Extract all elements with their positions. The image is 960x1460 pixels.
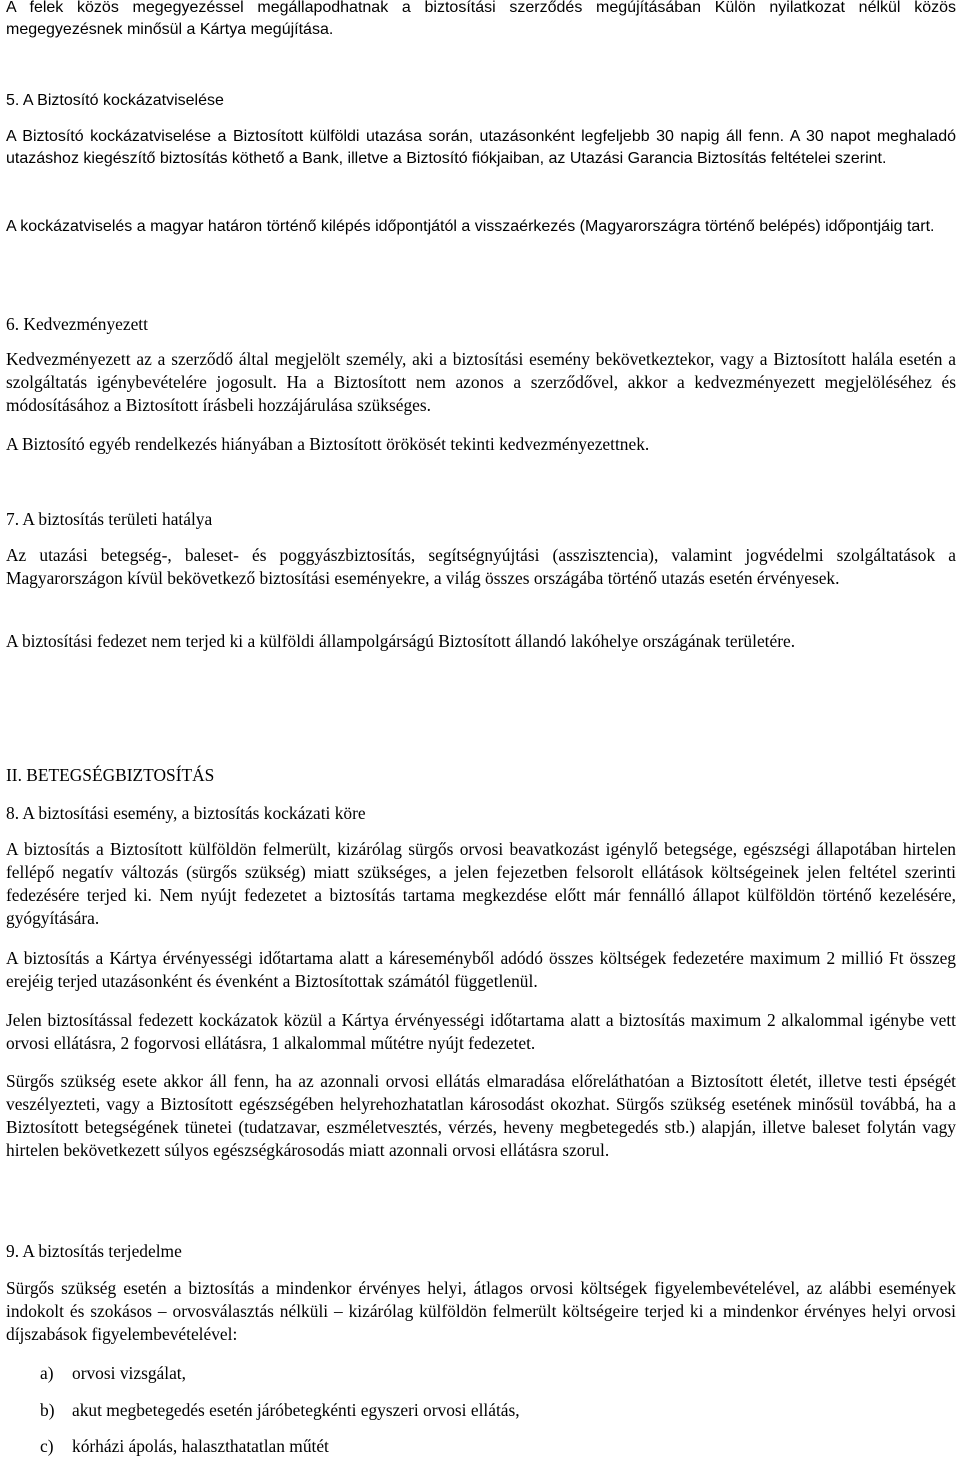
section-8-paragraph-2: A biztosítás a Kártya érvényességi időtartama alatt a káreseményből adódó összes költségek fedezetére maximum 2 millió Ft összeg erejéig terjed utazásonként és évenként a Biztosítottak számától függetlenül.	[6, 948, 956, 991]
list-item-text: kórházi ápolás, halaszthatatlan műtét	[72, 1436, 329, 1456]
section-5-paragraph-1: A Biztosító kockázatviselése a Biztosított külföldi utazása során, utazásonként legfeljebb 30 napig áll fenn. A 30 napot meghaladó utazáshoz kiegészítő biztosítás köthető a Bank, illetve a Biztosító fiókjaiban, az Utazási Garancia Biztosítás feltételei szerint.	[6, 128, 956, 167]
section-6-heading: 6. Kedvezményezett	[6, 314, 148, 334]
section-9-paragraph-1: Sürgős szükség esetén a biztosítás a mindenkor érvényes helyi, átlagos orvosi költségek figyelembevételével, az alábbi események indokolt és szokásos – orvosválasztás nélküli – kizárólag külföldön felmerült költségeire terjed ki a mindenkor érvényes helyi orvosi díjszabások figyelembevételével:	[6, 1278, 956, 1344]
list-item-text: akut megbetegedés esetén járóbetegkénti egyszeri orvosi ellátás,	[72, 1400, 520, 1420]
intro-paragraph: A felek közös megegyezéssel megállapodhatnak a biztosítási szerződés megújításában Külön nyilatkozat nélkül közös megegyezésnek minősül a Kártya megújítása.	[6, 0, 956, 38]
section-7-heading: 7. A biztosítás területi hatálya	[6, 509, 213, 529]
section-7-paragraph-1: Az utazási betegség-, baleset- és poggyászbiztosítás, segítségnyújtási (asszisztencia), valamint jogvédelmi szolgáltatások a Magyarországon kívül bekövetkező biztosítási eseményekre, a világ összes országába történő utazás esetén érvényesek.	[6, 545, 956, 588]
section-5-heading: 5. A Biztosító kockázatviselése	[6, 92, 224, 109]
list-item	[6, 1399, 956, 1422]
section-6-paragraph-2: A Biztosító egyéb rendelkezés hiányában a Biztosított örökösét tekinti kedvezményezettnek.	[6, 434, 650, 454]
list-marker: b)	[40, 1400, 55, 1420]
section-8-heading: 8. A biztosítási esemény, a biztosítás kockázati köre	[6, 803, 366, 823]
section-8-paragraph-4: Sürgős szükség esete akkor áll fenn, ha az azonnali orvosi ellátás elmaradása előreláthatóan a Biztosított életét, illetve testi épségét veszélyezteti, vagy a Biztosított egészségében helyrehozhatatlan károsodást okozhat. Sürgős szükség esetének minősül továbbá, ha a Biztosított betegségének tünetei (tudatzavar, eszméletvesztés, vérzés, heveny megbetegedés stb.) alapján, illetve baleset folytán vagy hirtelen bekövetkezett súlyos egészségkárosodás miatt azonnali orvosi ellátásra szorul.	[6, 1071, 956, 1160]
list-marker: c)	[40, 1436, 54, 1456]
section-6-paragraph-1: Kedvezményezett az a szerződő által megjelölt személy, aki a biztosítási esemény bekövetkeztekor, vagy a Biztosított halála esetén a szolgáltatás igénybevételére jogosult. Ha a Biztosított nem azonos a szerződővel, akkor a kedvezményezett megjelöléséhez és módosításához a Biztosított írásbeli hozzájárulása szükséges.	[6, 349, 956, 415]
section-5-paragraph-2: A kockázatviselés a magyar határon történő kilépés időpontjától a visszaérkezés (Magyarországra történő belépés) időpontjáig tart.	[6, 218, 935, 235]
list-item	[6, 1435, 956, 1458]
list-marker: a)	[40, 1363, 54, 1383]
section-9-heading: 9. A biztosítás terjedelme	[6, 1241, 182, 1261]
list-item-text: orvosi vizsgálat,	[72, 1363, 186, 1383]
part-2-heading: II. BETEGSÉGBIZTOSÍTÁS	[6, 765, 215, 785]
list-item	[6, 1362, 956, 1385]
section-8-paragraph-3: Jelen biztosítással fedezett kockázatok közül a Kártya érvényességi időtartama alatt a biztosítás maximum 2 alkalommal igénybe vett orvosi ellátásra, 2 fogorvosi ellátásra, 1 alkalommal műtétre nyújt fedezetet.	[6, 1010, 956, 1053]
section-7-paragraph-2: A biztosítási fedezet nem terjed ki a külföldi állampolgárságú Biztosított állandó lakóhelye országának területére.	[6, 631, 796, 651]
section-8-paragraph-1: A biztosítás a Biztosított külföldön felmerült, kizárólag sürgős orvosi beavatkozást igénylő betegsége, egészségi állapotában hirtelen fellépő negatív változás (sürgős szükség) miatt szükséges, a jelen fejezetben felsorolt ellátások költségeinek jelen feltétel szerinti fedezésére terjed ki. Nem nyújt fedezetet a biztosítás tartama megkezdése előtt már fennálló állapot külföldön történő kezelésére, gyógyítására.	[6, 839, 956, 928]
